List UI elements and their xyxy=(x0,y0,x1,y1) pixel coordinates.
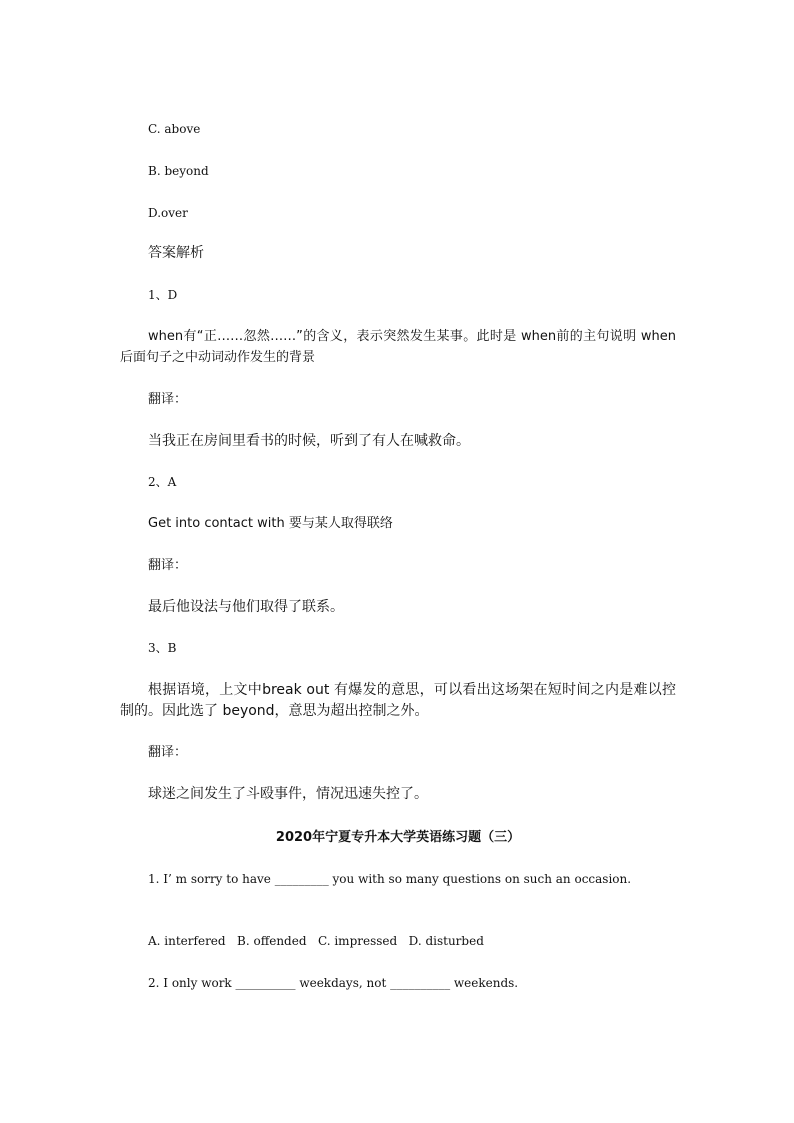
answer-1-translate-label: 翻译： xyxy=(148,392,188,407)
option-d: D.over xyxy=(148,206,188,220)
answer-2-explain: Get into contact with 要与某人取得联络 xyxy=(148,516,393,531)
answer-3-translate-label: 翻译： xyxy=(148,745,188,760)
answer-2-translate-label: 翻译： xyxy=(148,558,188,573)
question-1-stem: 1. I’ m sorry to have _________ you with so many questions on such an occasion. xyxy=(148,872,632,886)
question-1-options: A. interfered B. offended C. impressed D. disturbed xyxy=(148,934,484,948)
answer-header: 答案解析 xyxy=(148,245,204,261)
answer-3-explain: 根据语境，上文中break out 有爆发的意思，可以看出这场架在短时间之内是难以控制的。因此选了 beyond，意思为超出控制之外。 xyxy=(120,682,676,719)
answer-3-translation: 球迷之间发生了斗殴事件，情况迅速失控了。 xyxy=(148,786,428,802)
answer-1-num: 1、D xyxy=(148,288,178,302)
answer-3-num: 3、B xyxy=(148,641,177,655)
answer-1-explain: when有“正……忽然……”的含义，表示突然发生某事。此时是 when前的主句说明 when后面句子之中动词动作发生的背景 xyxy=(120,329,676,365)
answer-2-translation: 最后他设法与他们取得了联系。 xyxy=(148,599,344,615)
answer-1-translation: 当我正在房间里看书的时候，听到了有人在喊救命。 xyxy=(148,433,470,449)
answer-2-num: 2、A xyxy=(148,475,177,489)
option-b: B. beyond xyxy=(148,164,209,178)
question-2-stem: 2. I only work __________ weekdays, not __________ weekends. xyxy=(148,976,519,990)
option-c: C. above xyxy=(148,122,201,136)
section-title: 2020年宁夏专升本大学英语练习题（三） xyxy=(275,830,521,845)
